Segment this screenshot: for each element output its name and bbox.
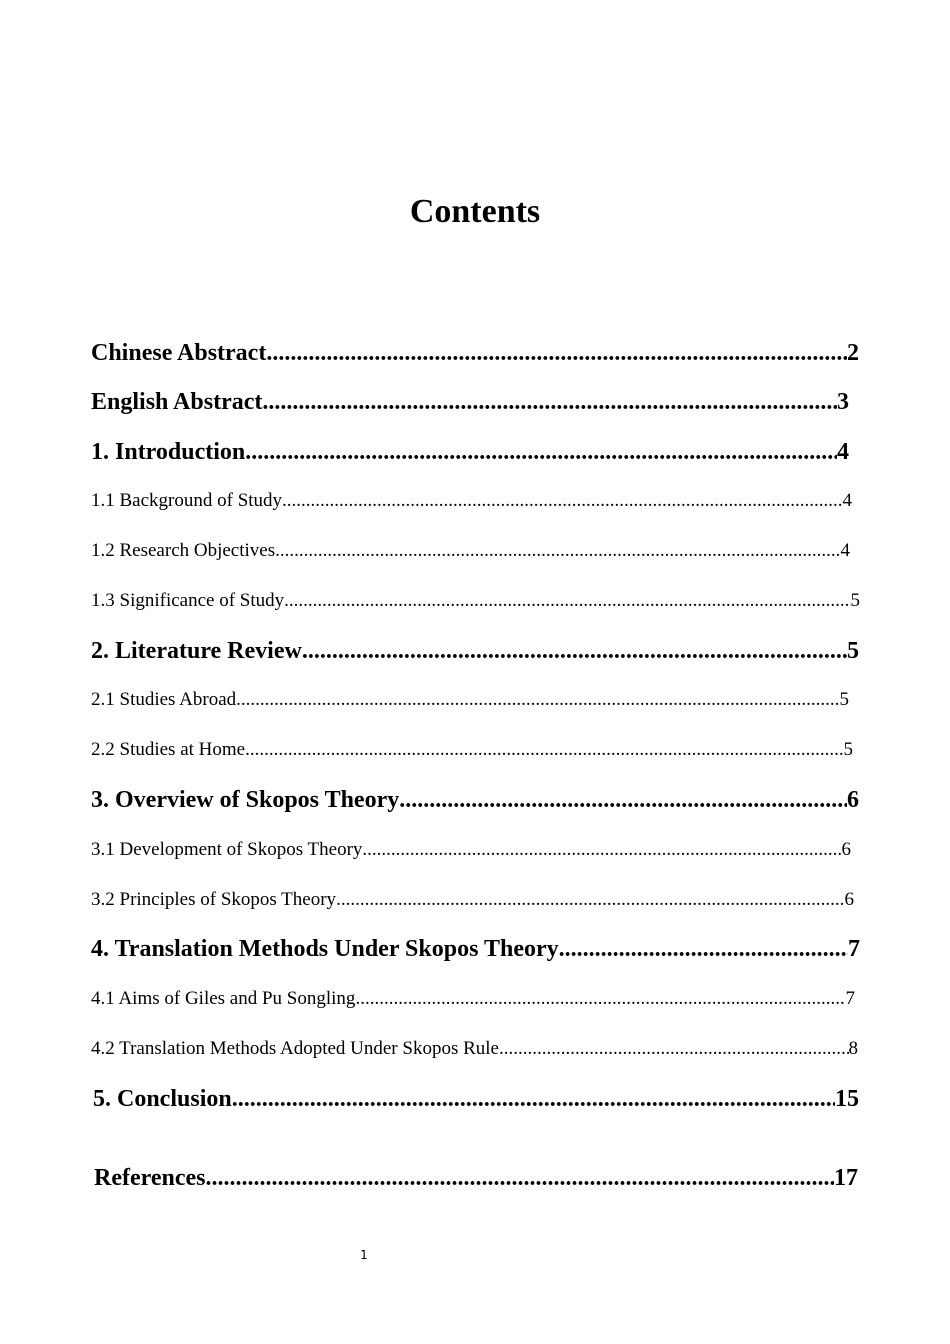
toc-leader-dots [362, 838, 841, 862]
toc-leader-dots [302, 636, 847, 666]
toc-entry-label: 3.1 Development of Skopos Theory [91, 839, 363, 860]
toc-entry-principles-of-skopos-theory[interactable] [91, 888, 854, 912]
toc-leader-dots [282, 489, 842, 513]
toc-entry-page: 2 [847, 340, 859, 366]
toc-entry-label: Chinese Abstract [91, 340, 267, 366]
toc-leader-dots [232, 1084, 835, 1114]
toc-entry-page: 7 [848, 936, 860, 962]
toc-entry-label: 4.2 Translation Methods Adopted Under Skopos Rule [91, 1038, 499, 1059]
toc-entry-label: 3. Overview of Skopos Theory [91, 787, 400, 813]
toc-entry-label: 4. Translation Methods Under Skopos Theory [91, 936, 559, 962]
toc-entry-page: 5 [850, 590, 860, 611]
toc-entry-page: 6 [841, 839, 851, 860]
toc-entry-background-of-study[interactable] [91, 489, 852, 513]
toc-entry-development-of-skopos-theory[interactable] [91, 838, 851, 862]
toc-entry-page: 7 [845, 988, 855, 1009]
toc-entry-page: 5 [847, 638, 859, 664]
toc-entry-label: References [94, 1165, 206, 1191]
toc-entry-translation-methods[interactable] [91, 934, 860, 964]
toc-entry-page: 3 [837, 389, 849, 415]
toc-entry-label: 3.2 Principles of Skopos Theory [91, 889, 337, 910]
page-title: Contents [409, 193, 541, 230]
toc-entry-aims-of-giles[interactable] [91, 987, 855, 1011]
toc-entry-page: 6 [847, 787, 859, 813]
toc-entry-page: 5 [843, 739, 853, 760]
toc-entry-label: English Abstract [91, 389, 263, 415]
toc-leader-dots [355, 987, 845, 1011]
toc-leader-dots [245, 437, 837, 467]
toc-entry-methods-under-skopos-rule[interactable] [91, 1037, 858, 1061]
toc-entry-conclusion[interactable] [93, 1084, 859, 1114]
toc-leader-dots [236, 688, 839, 712]
toc-entry-label: 2.1 Studies Abroad [91, 689, 237, 710]
toc-entry-page: 15 [835, 1086, 859, 1112]
toc-leader-dots [266, 338, 847, 368]
toc-leader-dots [245, 738, 843, 762]
toc-entry-introduction[interactable] [91, 437, 849, 467]
toc-leader-dots [399, 785, 847, 815]
toc-entry-english-abstract[interactable] [91, 387, 849, 417]
toc-entry-label: 4.1 Aims of Giles and Pu Songling [91, 988, 356, 1009]
toc-entry-page: 5 [839, 689, 849, 710]
toc-entry-references[interactable] [94, 1163, 858, 1193]
toc-entry-page: 6 [844, 889, 854, 910]
toc-entry-label: 1. Introduction [91, 439, 246, 465]
toc-leader-dots [275, 539, 840, 563]
toc-entry-page: 17 [834, 1165, 858, 1191]
toc-entry-label: 5. Conclusion [93, 1086, 232, 1112]
toc-leader-dots [206, 1163, 835, 1193]
toc-entry-page: 4 [837, 439, 849, 465]
toc-entry-research-objectives[interactable] [91, 539, 850, 563]
toc-entry-studies-at-home[interactable] [91, 738, 853, 762]
toc-entry-label: 2.2 Studies at Home [91, 739, 246, 760]
toc-entry-studies-abroad[interactable] [91, 688, 849, 712]
toc-entry-label: 1.3 Significance of Study [91, 590, 285, 611]
footer-page-number: 1 [360, 1248, 368, 1262]
toc-leader-dots [336, 888, 844, 912]
toc-entry-chinese-abstract[interactable] [91, 338, 859, 368]
toc-leader-dots [559, 934, 848, 964]
toc-entry-label: 2. Literature Review [91, 638, 302, 664]
toc-entry-label: 1.1 Background of Study [91, 490, 283, 511]
toc-entry-overview-of-skopos-theory[interactable] [91, 785, 859, 815]
toc-entry-page: 4 [842, 490, 852, 511]
toc-entry-label: 1.2 Research Objectives [91, 540, 276, 561]
toc-entry-page: 4 [840, 540, 850, 561]
toc-leader-dots [284, 589, 850, 613]
toc-entry-literature-review[interactable] [91, 636, 859, 666]
toc-entry-page: 8 [848, 1038, 858, 1059]
toc-leader-dots [499, 1037, 849, 1061]
toc-leader-dots [262, 387, 837, 417]
toc-entry-significance-of-study[interactable] [91, 589, 860, 613]
